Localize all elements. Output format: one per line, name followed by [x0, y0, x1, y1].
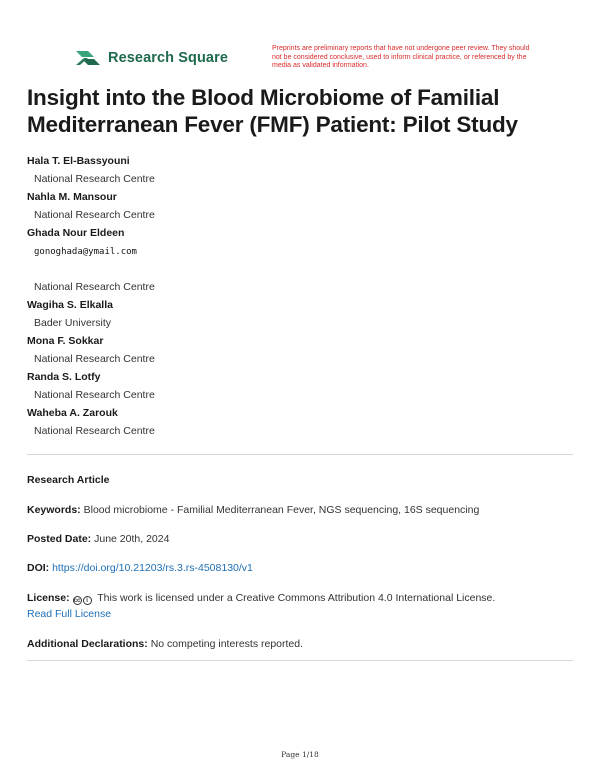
author-entry: [27, 404, 567, 440]
article-type: [27, 472, 573, 488]
declarations-field: [27, 636, 573, 652]
divider: [27, 660, 573, 661]
declarations-value: No competing interests reported.: [150, 638, 304, 650]
author-affiliation: National Research Centre: [34, 173, 155, 185]
author-name[interactable]: Nahla M. Mansour: [27, 191, 117, 203]
page-number: Page 1/18: [281, 750, 319, 759]
doi-field: [27, 560, 573, 576]
by-icon: i: [83, 596, 92, 605]
license-label: License:: [27, 592, 70, 604]
author-email[interactable]: gonoghada@ymail.com: [34, 247, 137, 257]
declarations-label: Additional Declarations:: [27, 638, 148, 650]
cc-license-icons: [73, 596, 92, 605]
author-entry: [27, 368, 567, 404]
author-name[interactable]: Waheba A. Zarouk: [27, 407, 118, 419]
author-name[interactable]: Ghada Nour Eldeen: [27, 227, 125, 239]
author-name[interactable]: Mona F. Sokkar: [27, 335, 104, 347]
doi-label: DOI:: [27, 562, 50, 574]
preprint-disclaimer: Preprints are preliminary reports that have not undergone peer review. They should not be considered conclusive, used to inform clinical practice, or referenced by the media as validated information.: [272, 45, 530, 70]
cc-icon: cc: [73, 598, 81, 604]
keywords-field: [27, 502, 573, 518]
license-value: This work is licensed under a Creative Commons Attribution 4.0 International License.: [97, 592, 496, 604]
research-square-logo[interactable]: [74, 47, 228, 69]
research-square-logo-icon: [74, 47, 102, 69]
author-affiliation: National Research Centre: [34, 353, 155, 365]
doi-link[interactable]: https://doi.org/10.21203/rs.3.rs-4508130/v1: [52, 562, 253, 574]
license-field: [27, 590, 573, 622]
author-affiliation: National Research Centre: [34, 281, 155, 293]
divider: [27, 454, 573, 455]
article-type-label: Research Article: [27, 474, 110, 486]
author-entry: [27, 332, 567, 368]
author-affiliation: Bader University: [34, 317, 112, 329]
read-full-license-link[interactable]: Read Full License: [27, 608, 112, 620]
author-name[interactable]: Hala T. El-Bassyouni: [27, 155, 130, 167]
posted-date-field: [27, 531, 573, 547]
posted-date-label: Posted Date:: [27, 533, 92, 545]
author-affiliation: National Research Centre: [34, 389, 155, 401]
author-name[interactable]: Randa S. Lotfy: [27, 371, 101, 383]
author-name[interactable]: Wagiha S. Elkalla: [27, 299, 113, 311]
author-entry: [27, 296, 567, 332]
author-affiliation: National Research Centre: [34, 209, 155, 221]
author-entry: [27, 152, 567, 188]
author-entry: [27, 188, 567, 224]
author-entry: [27, 224, 567, 296]
paper-title: Insight into the Blood Microbiome of Familial Mediterranean Fever (FMF) Patient: Pilot Study: [27, 85, 518, 137]
author-list: [27, 152, 567, 440]
keywords-label: Keywords:: [27, 504, 81, 516]
author-affiliation: National Research Centre: [34, 425, 155, 437]
keywords-value: Blood microbiome - Familial Mediterranean Fever, NGS sequencing, 16S sequencing: [83, 504, 480, 516]
logo-text: Research Square: [108, 50, 228, 66]
posted-date-value: June 20th, 2024: [94, 533, 170, 545]
